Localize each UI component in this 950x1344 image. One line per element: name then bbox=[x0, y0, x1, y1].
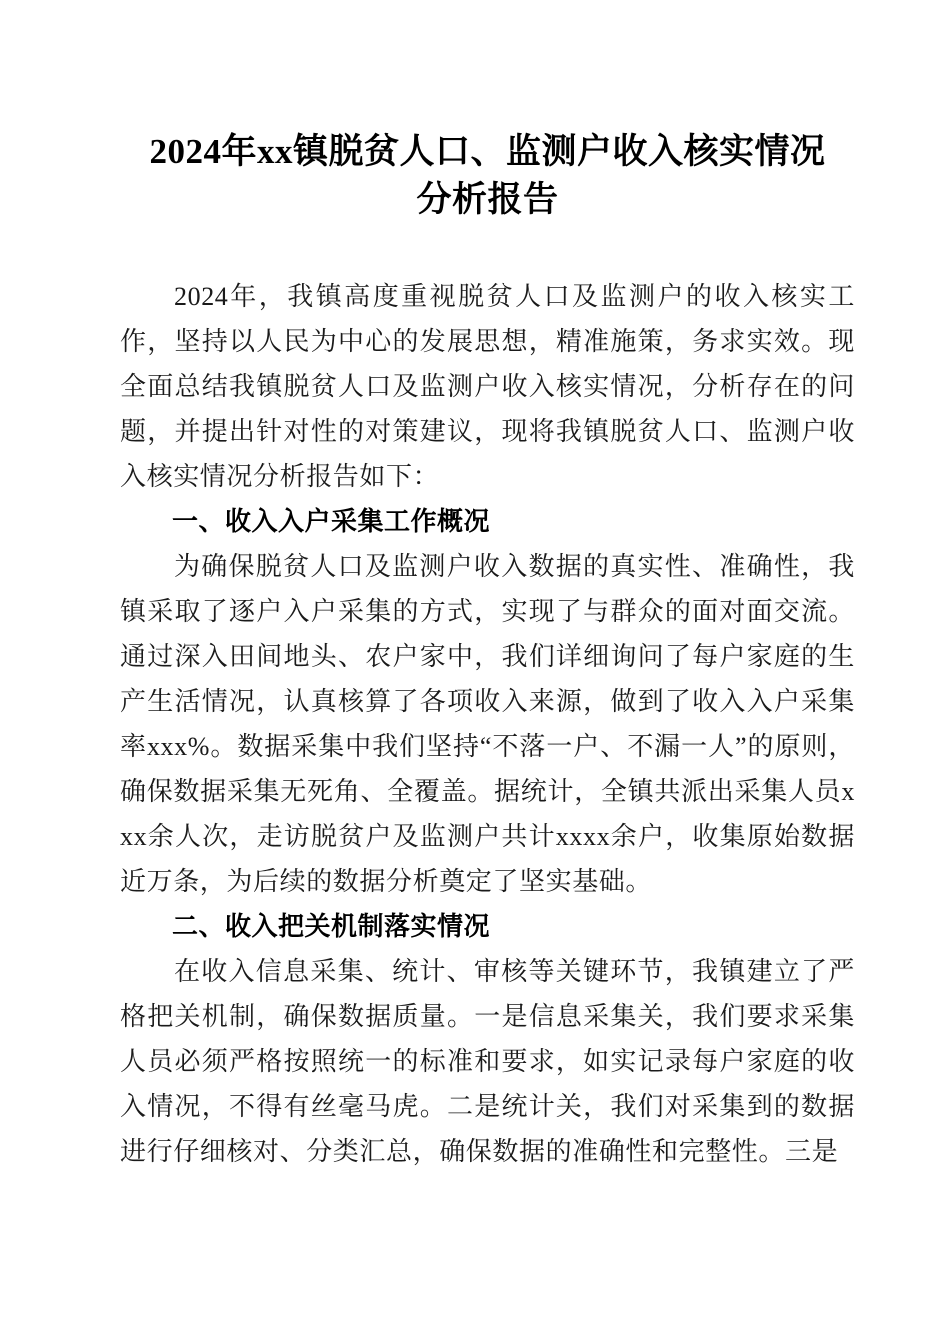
intro-paragraph: 2024年，我镇高度重视脱贫人口及监测户的收入核实工作，坚持以人民为中心的发展思想，精准施策，务求实效。现全面总结我镇脱贫人口及监测户收入核实情况，分析存在的问题，并提出针对性的对策建议，现将我镇脱贫人口、监测户收入核实情况分析报告如下： bbox=[120, 282, 855, 491]
section-1-paragraph: 为确保脱贫人口及监测户收入数据的真实性、准确性，我镇采取了逐户入户采集的方式，实现了与群众的面对面交流。通过深入田间地头、农户家中，我们详细询问了每户家庭的生产生活情况，认真核算了各项收入来源，做到了收入入户采集率xxx%。数据采集中我们坚持“不落一户、不漏一人”的原则，确保数据采集无死角、全覆盖。据统计，全镇共派出采集人员xxx余人次，走访脱贫户及监测户共计xxxx余户，收集原始数据近万条，为后续的数据分析奠定了坚实基础。 bbox=[120, 552, 855, 896]
title-body-spacer bbox=[120, 224, 855, 274]
section-heading-2: 二、收入把关机制落实情况 bbox=[172, 911, 491, 941]
page-title bbox=[120, 0, 855, 224]
section-heading-1: 一、收入入户采集工作概况 bbox=[172, 506, 491, 536]
document-content bbox=[120, 0, 855, 1174]
section-2-paragraph: 在收入信息采集、统计、审核等关键环节，我镇建立了严格把关机制，确保数据质量。一是信息采集关，我们要求采集人员必须严格按照统一的标准和要求，如实记录每户家庭的收入情况，不得有丝毫马虎。二是统计关，我们对采集到的数据进行仔细核对、分类汇总，确保数据的准确性和完整性。三是 bbox=[120, 957, 855, 1166]
page-title-line-1: 2024年xx镇脱贫人口、监测户收入核实情况 bbox=[149, 132, 826, 171]
page-title-line-2: 分析报告 bbox=[416, 180, 559, 219]
